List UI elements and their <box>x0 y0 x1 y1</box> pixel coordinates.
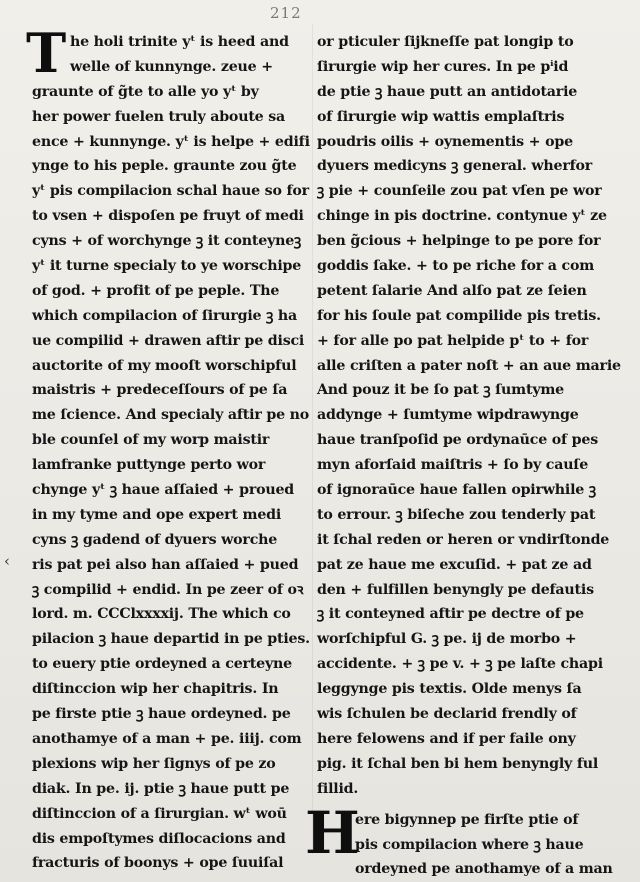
text-line: dis empoſtymes diſlocacions and <box>32 830 286 847</box>
text-line: to euery ptie ordeyned a certeyne <box>32 656 292 673</box>
text-line: + for alle po pat helpide pᵗ to + for <box>317 332 589 349</box>
text-line: yᵗ pis compilacion schal haue so for <box>32 183 309 200</box>
text-line: he holi trinite yᵗ is heed and <box>70 34 289 50</box>
text-line: in my tyme and ope expert medi <box>32 506 282 523</box>
text-line: cyns + of worchynge ꝫ it conteyneꝫ <box>32 233 302 250</box>
text-line: ꝫ compilid + endid. In pe zeer of oꝛ <box>32 581 304 598</box>
text-line: plexions wip her ſignys of pe zo <box>32 755 276 772</box>
decorated-initial-h: H <box>305 798 360 867</box>
text-line: for his ſoule pat compilide pis tretis. <box>317 307 601 324</box>
text-line: ben g̃cious + helpinge to pe pore for <box>317 233 601 250</box>
section-start-block <box>305 798 613 882</box>
text-line: to vsen + dispoſen pe fruyt of medi <box>32 208 304 225</box>
text-line: lord. m. CCClxxxxij. The which co <box>32 606 291 623</box>
text-line: worſchipful G. ꝫ pe. ij de morbo + <box>317 631 577 648</box>
text-line: anothamye of a man + pe. iiij. com <box>32 730 302 747</box>
text-line: yᵗ it turne specialy to ye worschipe <box>32 258 302 275</box>
text-line: welle of kunnynge. zeue + <box>70 58 273 75</box>
text-line: ere bigynnep pe firſte ptie of <box>355 811 579 828</box>
text-line: accidente. + ꝫ pe v. + ꝫ pe laſte chapi <box>317 656 603 673</box>
text-line: pis compilacion where ꝫ haue <box>355 836 584 853</box>
text-line: auctorite of my mooſt worschipful <box>32 357 297 374</box>
text-line: And pouz it be ſo pat ꝫ ſumtyme <box>317 382 565 399</box>
text-line: chynge yᵗ ꝫ haue aſſaied + proued <box>32 482 295 499</box>
text-line: of god. + profit of pe peple. The <box>32 282 280 299</box>
left-text-column <box>26 21 310 876</box>
text-line: ynge to his peple. graunte zou g̃te <box>32 158 297 175</box>
text-line: ꝫ it conteyned aftir pe dectre of pe <box>317 606 584 623</box>
text-line: here felowens and if per faile ony <box>317 730 576 747</box>
text-line: pig. it ſchal ben bi hem benyngly ful <box>317 755 599 772</box>
text-line: goddis ſake. + to pe riche for a com <box>317 258 595 275</box>
text-line: or pticuler ſijkneſſe pat longip to <box>317 34 574 50</box>
text-line: chinge in pis doctrine. contynue yᵗ ze <box>317 208 607 225</box>
right-column-lines <box>317 30 621 802</box>
text-line: to errour. ꝫ biſeche zou tenderly pat <box>317 506 596 523</box>
text-line: diſtinccion wip her chapitris. In <box>32 681 279 698</box>
text-line: ſirurgie wip her cures. In pe pⁱid <box>317 58 569 75</box>
text-line: of ignoraūce haue fallen opirwhile ꝫ <box>317 482 596 499</box>
marginal-mark: ‹ <box>4 552 10 570</box>
text-line: leggynge pis textis. Olde menys ſa <box>317 681 582 698</box>
text-line: fracturis of boonys + ope ſuuiſal <box>32 855 284 872</box>
text-line: pe firste ptie ꝫ haue ordeyned. pe <box>32 706 291 723</box>
text-line: of ſirurgie wip wattis emplaſtris <box>317 108 565 125</box>
folio-number: 212 <box>270 4 302 22</box>
text-line: de ptie ꝫ haue putt an antidotarie <box>317 83 578 100</box>
text-line: ordeyned pe anothamye of a man <box>355 861 613 878</box>
text-line: me ſcience. And specialy aftir pe no <box>32 407 310 424</box>
text-line: den + fulfillen benyngly pe defautis <box>317 581 594 598</box>
text-line: pat ze haue me excuſid. + pat ze ad <box>317 556 592 573</box>
text-line: it ſchal reden or heren or vndirſtonde <box>317 531 610 548</box>
text-line: poudris oilis + oynementis + ope <box>317 133 573 150</box>
text-line: haue tranſpoſid pe ordynaūce of pes <box>317 432 599 449</box>
text-line: her power fuelen truly aboute sa <box>32 108 286 125</box>
text-line: petent ſalarie And alſo pat ze ſeien <box>317 282 587 299</box>
text-line: cyns ꝫ gadend of dyuers worche <box>32 531 278 548</box>
column-gutter-ruling <box>312 24 313 854</box>
text-line: ris pat pei also han aſſaied + pued <box>32 556 299 573</box>
text-line: maistris + predeceſſours of pe ſa <box>32 382 288 399</box>
text-line: which compilacion of ſirurgie ꝫ ha <box>32 307 297 324</box>
text-line: dyuers medicyns ꝫ general. wherfor <box>317 158 593 175</box>
text-line: diak. In pe. ij. ptie ꝫ haue putt pe <box>32 780 290 797</box>
text-line: diſtinccion of a ſirurgian. wᵗ woū <box>32 805 287 822</box>
text-line: pilacion ꝫ haue departid in pe pties. <box>32 631 310 648</box>
text-line: graunte of g̃te to alle yo yᵗ by <box>32 83 259 100</box>
text-line: ꝫ pie + counſeile zou pat vſen pe wor <box>317 183 602 200</box>
text-line: lamfranke puttynge perto wor <box>32 457 266 474</box>
text-line: myn aforſaid maiſtris + ſo by cauſe <box>317 457 589 474</box>
text-line: wis ſchulen be declarid frendly of <box>317 706 577 723</box>
decorated-initial-t: T <box>26 21 66 85</box>
text-line: ue compilid + drawen aftir pe disci <box>32 332 305 349</box>
text-line: addynge + ſumtyme wipdrawynge <box>317 407 579 424</box>
text-line: alle criſten a pater noſt + an aue marie <box>317 357 621 374</box>
right-text-column <box>305 30 621 882</box>
text-line: ble counſel of my worp maistir <box>32 432 270 449</box>
text-line: fillid. <box>317 780 359 797</box>
text-line: ence + kunnynge. yᵗ is helpe + edifi <box>32 133 310 150</box>
